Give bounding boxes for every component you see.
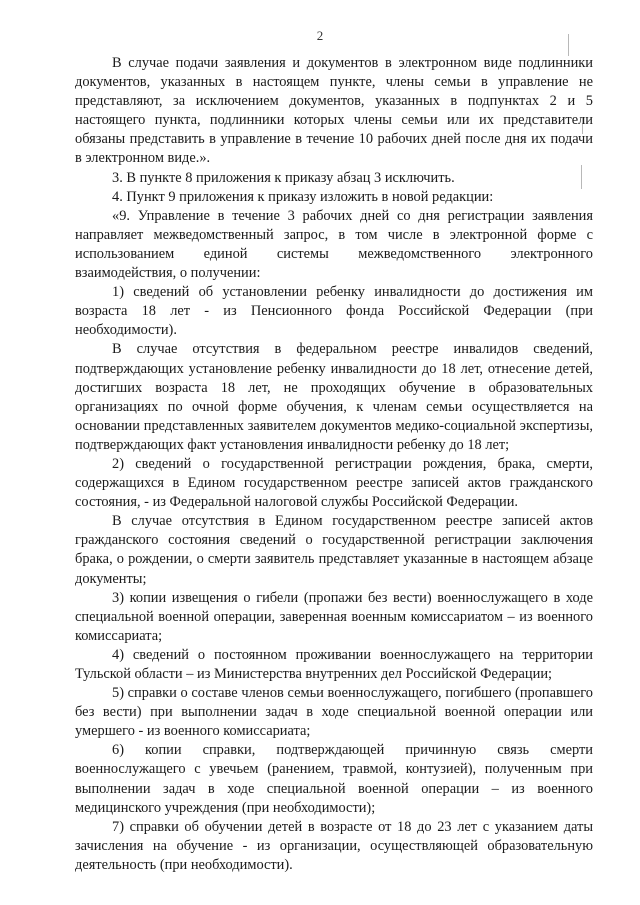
paragraph: «9. Управление в течение 3 рабочих дней со дня регистрации заявления направляет межведомственный запрос, в том числе в электронной форме с использованием единой системы межведомственного электронного взаимодействия, о получении: bbox=[75, 207, 593, 282]
paragraph: В случае отсутствия в федеральном реестре инвалидов сведений, подтверждающих установление ребенку инвалидности до 18 лет, отнесение детей, достигших возраста 18 лет, не проходящих обучение в образовательных организациях по очной форме обучения, к членам семьи осуществляется на основании представленных заявителем документов медико-социальной экспертизы, подтверждающих факт установления инвалидности ребенку до 18 лет; bbox=[75, 341, 593, 453]
paragraph: 5) справки о составе членов семьи военнослужащего, погибшего (пропавшего без вести) при выполнении задач в ходе специальной военной операции или умершего - из военного комиссариата; bbox=[75, 685, 593, 740]
paragraph: 3) копии извещения о гибели (пропажи без вести) военнослужащего в ходе специальной военной операции, заверенная военным комиссариатом – из военного комиссариата; bbox=[75, 589, 593, 644]
paragraph: 4) сведений о постоянном проживании военнослужащего на территории Тульской области – из Министерства внутренних дел Российской Федерации; bbox=[75, 646, 593, 682]
paragraph: 7) справки об обучении детей в возрасте от 18 до 23 лет с указанием даты зачисления на обучение - из организации, осуществляющей образовательную деятельность (при необходимости). bbox=[75, 818, 593, 873]
paragraph: 1) сведений об установлении ребенку инвалидности до достижения им возраста 18 лет - из Пенсионного фонда Российской Федерации (при необходимости). bbox=[75, 284, 593, 339]
paragraph: 6) копии справки, подтверждающей причинную связь смерти военнослужащего с увечьем (ранением, травмой, контузией), полученным при выполнении задач в ходе специальной военной операции – из военного медицинского учреждения (при необходимости); bbox=[75, 742, 593, 816]
paragraph: 2) сведений о государственной регистрации рождения, брака, смерти, содержащихся в Едином государственном реестре записей актов гражданского состояния, - из Федеральной налоговой службы Российской Федерации. bbox=[75, 455, 593, 511]
page-number: 2 bbox=[316, 28, 324, 43]
document-body bbox=[75, 54, 593, 875]
paragraph: 3. В пункте 8 приложения к приказу абзац 3 исключить. bbox=[112, 169, 455, 186]
paragraph: 4. Пункт 9 приложения к приказу изложить в новой редакции: bbox=[112, 188, 494, 205]
paragraph: В случае подачи заявления и документов в электронном виде подлинники документов, указанных в настоящем пункте, члены семьи в управление не представляют, за исключением документов, указанных в подпунктах 2 и 5 настоящего пункта, подлинники которых члены семьи или их представители обязаны представить в управление в течение 10 рабочих дней после дня их подачи в электронном виде.». bbox=[75, 55, 593, 167]
scan-edge-mark bbox=[568, 34, 569, 56]
paragraph: В случае отсутствия в Едином государственном реестре записей актов гражданского состояния сведений о государственной регистрации заключения брака, о рождении, о смерти заявитель представляет указанные в настоящем абзаце документы; bbox=[75, 513, 593, 587]
